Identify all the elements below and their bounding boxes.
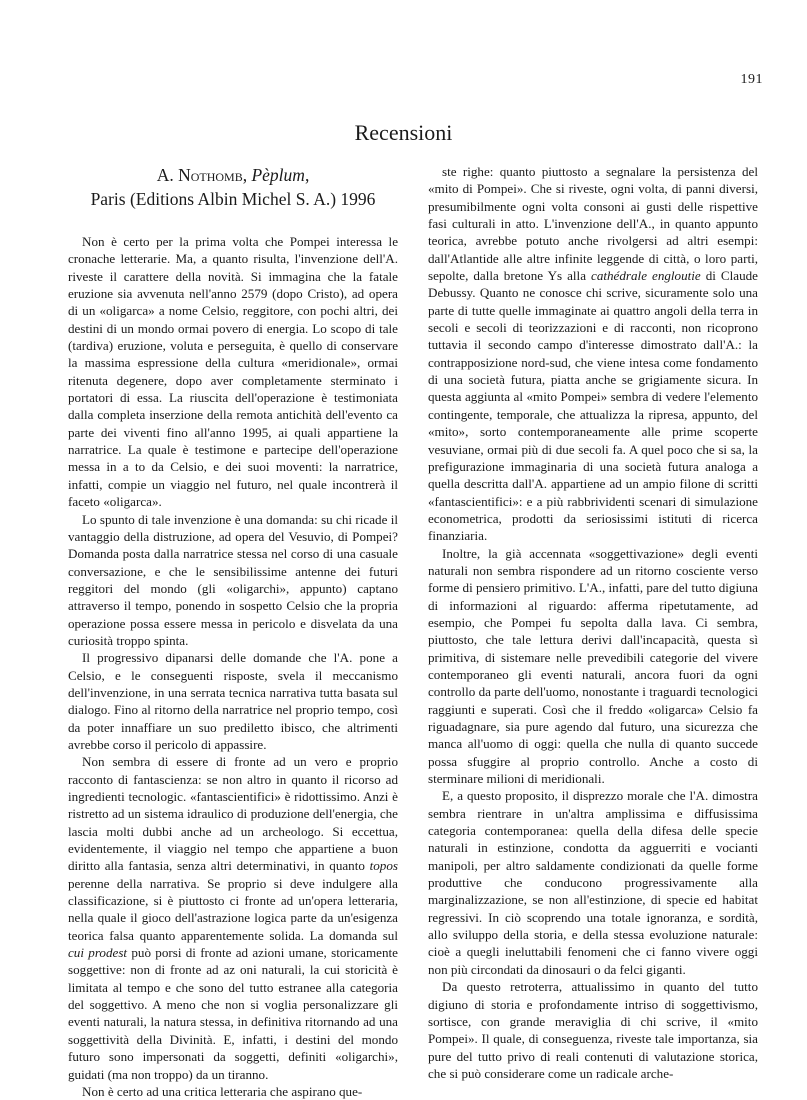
left-column bbox=[68, 163, 398, 1100]
review-header: A. Nothomb, Pèplum, Paris (Editions Albin Michel S. A.) 1996 bbox=[68, 163, 398, 211]
paragraph bbox=[68, 753, 398, 1083]
text-run: può porsi di fronte ad azioni umane, storicamente soggettive: non di fronte ad az oni naturali, la cui storicità è limitata al tempo e che sono del tutto estranee alla categoria del soggettivo. A meno che non si voglia personalizzare gli eventi naturali, la natura stessa, in definitiva ritornando ad una soggettività della Divinità. E, infatti, i destini del mondo futuro sono impersonati da soggetti, definiti «oligarchi», guidati (ma non troppo) da un tiranno. bbox=[68, 945, 398, 1082]
text-run: ste righe: quanto piuttosto a segnalare la persistenza del «mito di Pompei». Che si riveste, ogni volta, di panni diversi, presumibilmente ogni volta consoni ai gusti delle rispettive fasi culturali in atto. L'invenzione dell'A., in quanto appunto teorica, avrebbe potuto anche rivolgersi ad altri esempi: dall'Atlantide alle altre infinite leggende di città, o loro parti, sepolte, dalla bretone Ys alla bbox=[428, 164, 758, 284]
text-run: Lo spunto di tale invenzione è una domanda: su chi ricade il vantaggio della distruzione, ad opera del Vesuvio, di Pompei? Domanda posta dalla narratrice stessa nel corso di una casuale conversazione, e che le sensibilissime antenne dei futuri reggitori del mondo (gli «oligarchi», appunto) captano attraverso il tempo, ponendo in sospetto Celsio che la propria operazione possa essere messa in pericolo e disvelata da una curiosità troppo spinta. bbox=[68, 511, 398, 648]
right-column-text bbox=[428, 163, 758, 1082]
review-author: A. Nothomb bbox=[156, 165, 243, 185]
text-run: Il progressivo dipanarsi delle domande che l'A. pone a Celsio, e le conseguenti risposte, svela il meccanismo dell'invenzione, in una serrata tecnica narrativa tutta basata sul dialogo. Fino al ritorno della narratrice nel proprio tempo, così da poter innaffiare un suo prediletto ibisco, che altrimenti avrebbe corso il pericolo di appassire. bbox=[68, 650, 398, 752]
paragraph bbox=[428, 787, 758, 978]
text-run: di Claude Debussy. Quanto ne conosce chi scrive, sicuramente solo una parte di tutte quelle immaginate ai quattro angoli della terra in secoli e secoli di teorizzazioni e di racconti, non ricoprono tuttavia il secondo campo d'interesse dimostrato dall'A.: la contrapposizione nord-sud, che viene intesa come fondamento di una società futura, piatta anche se grigiamente sicura. In questa aggiunta al «mito Pompei» sembra di vedere l'elemento contingente, temporale, che attualizza la ripresa, appunto, del «mito», sorto contemporaneamente alle prime scoperte vesuviane, ormai più di due secoli fa. A quel poco che si sa, la prefigurazione immaginaria di una società futura analoga a quella descritta dall'A. appartiene ad un ampio filone di scritti «fantascientifici»: e a più rabbrividenti scenari di simulazione econometrica, prodotti da seriosissimi istituti di ricerca finanziaria. bbox=[428, 268, 758, 544]
text-run: Da questo retroterra, attualissimo in quanto del tutto digiuno di storia e profondamente intriso di soggettivismo, sortisce, con grande meraviglia di chi scrive, il «mito Pompei». Il quale, di conseguenza, riveste tale importanza, sia pure del tutto privo di reali contenuti di valutazione storica, che si può considerare come un radicale arche- bbox=[428, 979, 758, 1081]
italic-text: cui prodest bbox=[68, 945, 128, 961]
section-title: Recensioni bbox=[354, 120, 453, 145]
right-column bbox=[428, 163, 758, 1100]
paragraph bbox=[428, 978, 758, 1082]
paragraph bbox=[428, 545, 758, 788]
paragraph bbox=[68, 649, 398, 753]
text-run: E, a questo proposito, il disprezzo morale che l'A. dimostra sembra rientrare in un'altra amplissima e diffusissima categoria contemporanea: quella della difesa delle specie naturali in estinzione, condotta da agguerriti e vocianti manipoli, per altro saldamente condizionati da quelle forme produttive che conducono progressivamente alla marginalizzazione, se non all'estinzione, di specie ed habitat regressivi. In ciò scoprendo una totale ignoranza, e sordità, allo sviluppo della storia, e della stessa evoluzione naturale: cioè a quegli ineluttabili fenomeni che ci fanno vivere oggi non più circondati da dinosauri o da felci giganti. bbox=[428, 788, 758, 977]
paragraph bbox=[68, 233, 398, 511]
review-book-title: Pèplum bbox=[251, 165, 305, 185]
text-run: Non è certo ad una critica letteraria che aspirano que- bbox=[82, 1083, 363, 1099]
italic-text: cathédrale engloutie bbox=[591, 268, 701, 284]
paragraph bbox=[68, 511, 398, 650]
text-run: Non sembra di essere di fronte ad un vero e proprio racconto di fantascienza: se non altro in quanto il ricorso ad ingredienti tecnologic. «fantascientifici» è ridottissimo. Anzi è ristretto ad un sistema idraulico di produzione dell'energia, che lascia molti dubbi anche ad un archeologo. Si eccettua, evidentemente, il viaggio nel tempo che appartiene a buon diritto alla fantasia, senza altri determinativi, in quanto bbox=[68, 754, 398, 874]
review-publisher: Paris (Editions Albin Michel S. A.) 1996 bbox=[90, 189, 376, 209]
text-run: Inoltre, la già accennata «soggettivazione» degli eventi naturali non sembra rispondere ad un ritorno cosciente verso forme di pensiero primitivo. L'A., infatti, pare del tutto digiuna di informazioni al riguardo: afferma ripetutamente, ad esempio, che Pompei fu sepolta dalla lava. Ci sembra, piuttosto, che tale lettura derivi dall'incapacità, questa sì primitiva, di sistemare nelle prevedibili categorie del vivere contemporaneo gli eventi naturali, ancora fuori da ogni controllo da parte dell'uomo, nonostante i traguardi tecnologici raggiunti e superati. Così che il freddo «oligarca» Celsio fa riguadagnare, sia pure agendo dal futuro, una sicurezza che manca all'uomo di oggi: quella che nulla di quanto succede possa sfuggire al proprio controllo. Anche a costo di sterminare milioni di meridionali. bbox=[428, 545, 758, 787]
page-number: 191 bbox=[740, 72, 763, 87]
text-run: perenne della narrativa. Se proprio si deve indulgere alla classificazione, si è piuttosto ci fronte ad un'opera letteraria, nella quale il gioco dell'astrazione logica parte da un'esigenza teorica falsa quanto apparentemente solida. La domanda sul bbox=[68, 875, 398, 943]
italic-text: topos bbox=[369, 858, 398, 874]
text-run: Non è certo per la prima volta che Pompei interessa le cronache letterarie. Ma, a quanto risulta, l'invenzione dell'A. riveste il carattere della novità. Si immagina che la fatale eruzione sia avvenuta nell'anno 2579 (dopo Cristo), ad opera di un «oligarca» a nome Celsio, reggitore, con pochi altri, dei destini di un mondo ormai povero di energia. Lo scopo di tale (tardiva) eruzione, voluta e perseguita, è quello di conservare la massima espressione della cultura «meridionale», ormai ritenuta degenere, dopo aver completamente sterminato i portatori di essa. La riuscita dell'operazione è testimoniata dalla completa inserzione della remota antichità dell'evento ca parte dei viventi fino all'anno 1995, ai quali appartiene la narratrice. La quale è testimone e partecipe dell'operazione messa in a to da Celsio, e dei suoi moventi: la narratrice, infatti, compie un viaggio nel futuro, nel quale incontrerà il faceto «oligarca». bbox=[68, 234, 398, 510]
review-body bbox=[68, 163, 758, 1100]
paragraph bbox=[68, 1083, 398, 1100]
left-column-text bbox=[68, 233, 398, 1100]
paragraph bbox=[428, 163, 758, 545]
